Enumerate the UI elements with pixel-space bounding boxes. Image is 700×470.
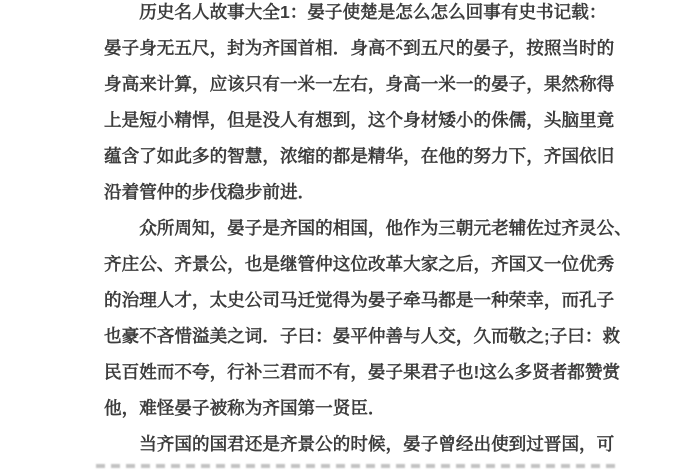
text-line: 沿着管仲的步伐稳步前进． — [104, 182, 316, 202]
text-line: 众所周知，晏子是齐国的相国，他作为三朝元老辅佐过齐灵公、 — [104, 218, 632, 238]
text-line: 民百姓而不夸，行补三君而不有，晏子果君子也!这么多贤者都赞赏 — [104, 362, 621, 382]
text-line: 齐庄公、齐景公，也是继管仲这位改革大家之后，齐国又一位优秀 — [104, 254, 615, 274]
text-line: 当齐国的国君还是齐景公的时候，晏子曾经出使到过晋国，可 — [104, 434, 615, 454]
clipped-text-line — [96, 464, 620, 468]
text-line: 蕴含了如此多的智慧，浓缩的都是精华，在他的努力下，齐国依旧 — [104, 146, 615, 166]
text-line: 的治理人才，太史公司马迁觉得为晏子牵马都是一种荣幸，而孔子 — [104, 290, 615, 310]
text-line: 晏子身无五尺，封为齐国首相．身高不到五尺的晏子，按照当时的 — [104, 38, 615, 58]
text-line: 历史名人故事大全1：晏子使楚是怎么怎么回事有史书记载： — [104, 2, 607, 22]
text-line: 也豪不吝惜溢美之词．子曰：晏平仲善与人交，久而敬之;子曰：救 — [104, 326, 621, 346]
text-line: 身高来计算，应该只有一米一左右，身高一米一的晏子，果然称得 — [104, 74, 615, 94]
text-line: 他，难怪晏子被称为齐国第一贤臣． — [104, 398, 386, 418]
text-line: 上是短小精悍，但是没人有想到，这个身材矮小的侏儒，头脑里竟 — [104, 110, 615, 130]
article-body — [104, 0, 649, 462]
